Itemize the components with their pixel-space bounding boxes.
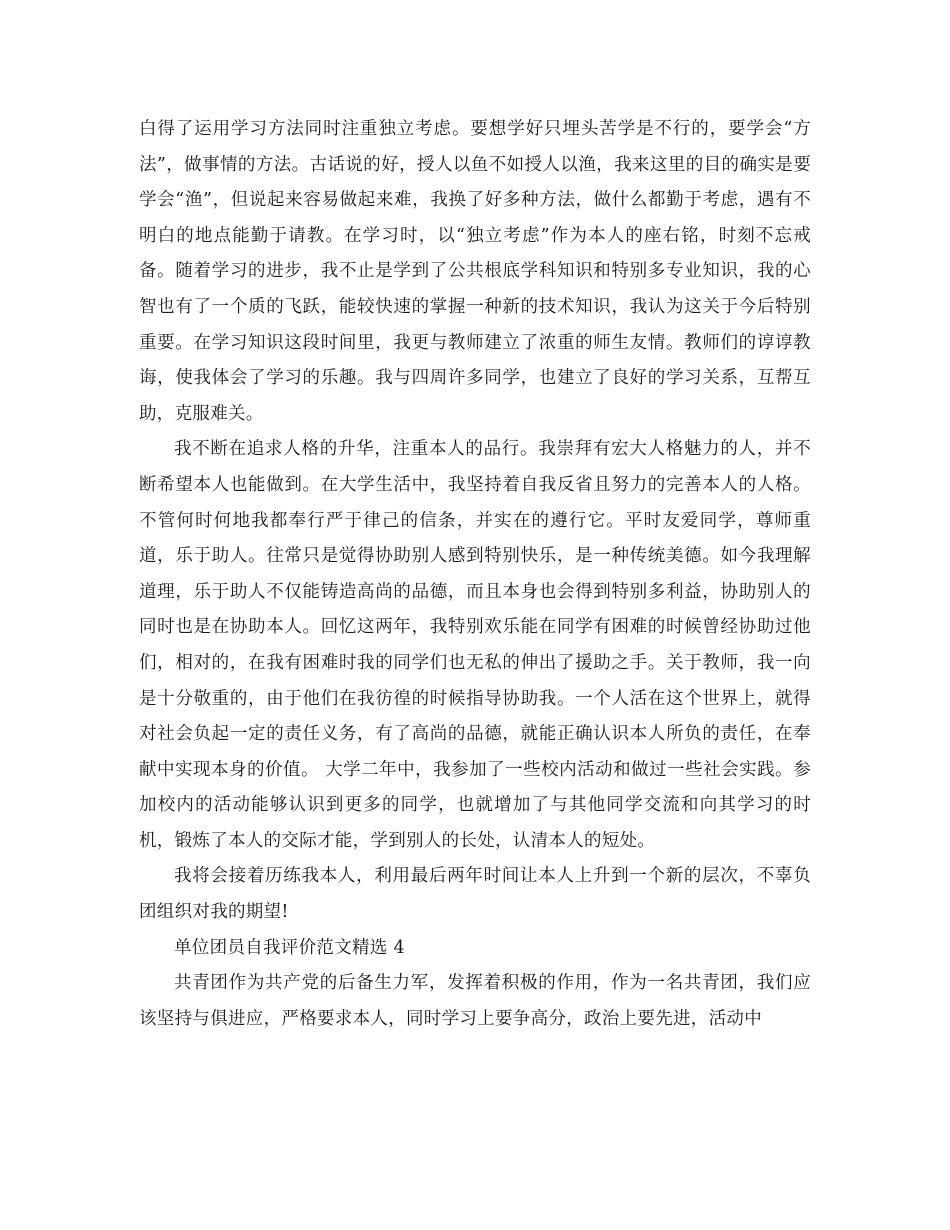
paragraph-youth-league: 共青团作为共产党的后备生力军，发挥着积极的作用，作为一名共青团，我们应该坚持与俱进应，严格要求本人，同时学习上要争高分，政治上要先进，活动中: [139, 973, 811, 1029]
document-page: [139, 112, 811, 1037]
paragraph-future-resolution: 我将会接着历练我本人，利用最后两年时间让本人上升到一个新的层次，不辜负团组织对我的期望!: [139, 866, 811, 923]
section-heading: 单位团员自我评价范文精选 4: [174, 937, 405, 958]
paragraph-learning-methods: 白得了运用学习方法同时注重独立考虑。要想学好只埋头苦学是不行的，要学会“方法”，做事情的方法。古话说的好，授人以鱼不如授人以渔，我来这里的目的确实是要学会“渔”，但说起来容易做起来难，我换了好多种方法，做什么都勤于考虑，遇有不明白的地点能勤于请教。在学习时，以“独立考虑”作为本人的座右铭，时刻不忘戒备。随着学习的进步，我不止是学到了公共根底学科知识和特别多专业知识，我的心智也有了一个质的飞跃，能较快速的掌握一种新的技术知识，我认为这关于今后特别重要。在学习知识这段时间里，我更与教师建立了浓重的师生友情。教师们的谆谆教诲，使我体会了学习的乐趣。我与四周许多同学，也建立了良好的学习关系，互帮互助，克服难关。: [139, 119, 811, 424]
paragraph-personal-character: 我不断在追求人格的升华，注重本人的品行。我崇拜有宏大人格魅力的人，并不断希望本人也能做到。在大学生活中，我坚持着自我反省且努力的完善本人的人格。不管何时何地我都奉行严于律己的信条，并实在的遵行它。平时友爱同学，尊师重道，乐于助人。往常只是觉得协助别人感到特别快乐，是一种传统美德。如今我理解道理，乐于助人不仅能铸造高尚的品德，而且本身也会得到特别多利益，协助别人的同时也是在协助本人。回忆这两年，我特别欢乐能在同学有困难的时候曾经协助过他们，相对的，在我有困难时我的同学们也无私的伸出了援助之手。关于教师，我一向是十分敬重的，由于他们在我彷徨的时候指导协助我。一个人活在这个世界上，就得对社会负起一定的责任义务，有了高尚的品德，就能正确认识本人所负的责任，在奉献中实现本身的价值。 大学二年中，我参加了一些校内活动和做过一些社会实践。参加校内的活动能够认识到更多的同学，也就增加了与其他同学交流和向其学习的时机，锻炼了本人的交际才能，学到别人的长处，认清本人的短处。: [139, 439, 811, 851]
